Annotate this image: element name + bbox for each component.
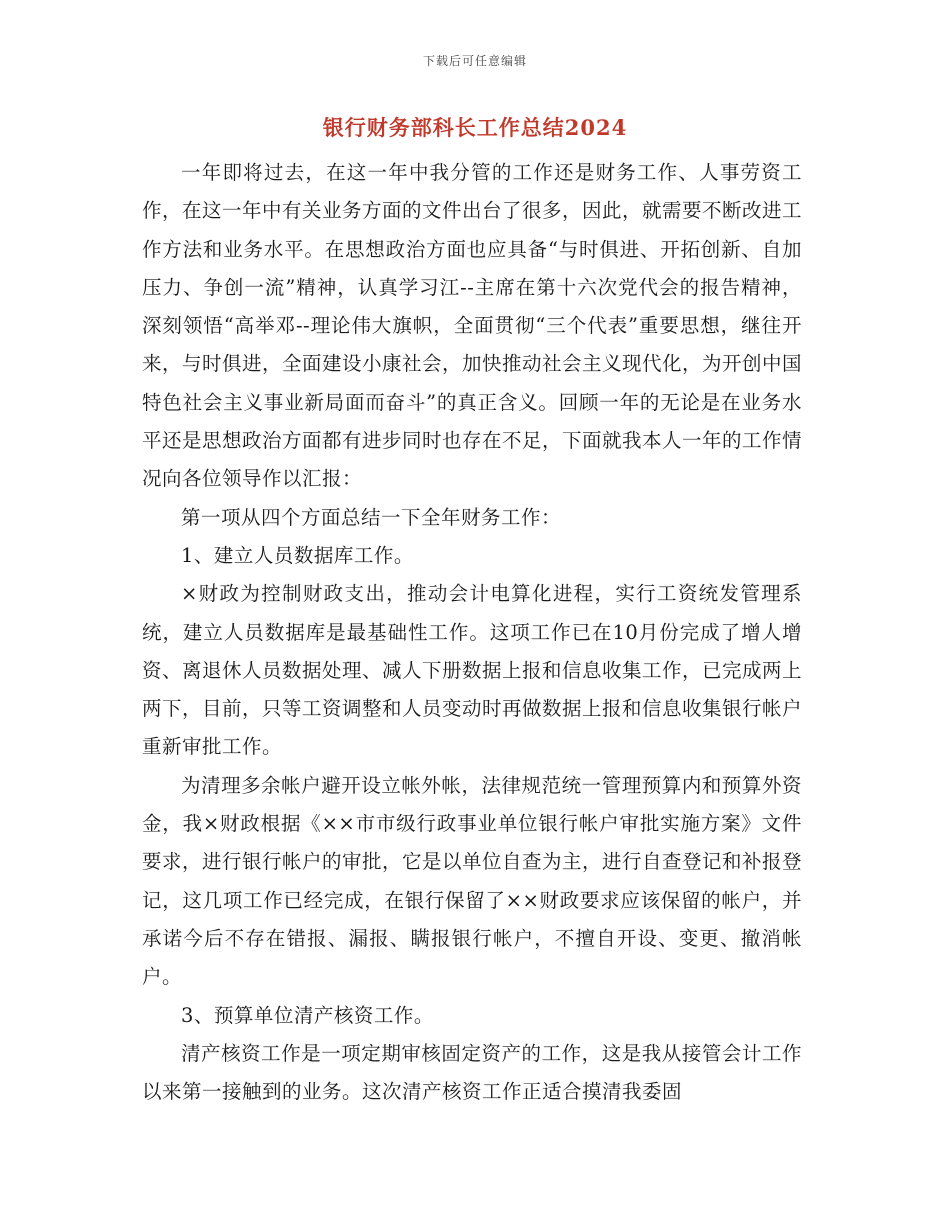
paragraph-intro: 一年即将过去，在这一年中我分管的工作还是财务工作、人事劳资工作，在这一年中有关业务方面的文件出台了很多，因此，就需要不断改进工作方法和业务水平。在思想政治方面也应具备“与时俱进、开拓创新、自加压力、争创一流”精神，认真学习江--主席在第十六次党代会的报告精神，深刻领悟“高举邓--理论伟大旗帜，全面贯彻“三个代表”重要思想，继往开来，与时俱进，全面建设小康社会，加快推动社会主义现代化，为开创中国特色社会主义事业新局面而奋斗”的真正含义。回顾一年的无论是在业务水平还是思想政治方面都有进步同时也存在不足，下面就我本人一年的工作情况向各位领导作以汇报：: [142, 161, 803, 491]
paragraph-accounts-body: 为清理多余帐户避开设立帐外帐，法律规范统一管理预算内和预算外资金，我×财政根据《××市市级行政事业单位银行帐户审批实施方案》文件要求，进行银行帐户的审批，它是以单位自查为主，进行自查登记和补报登记，这几项工作已经完成，在银行保留了××财政要求应该保留的帐户，并承诺今后不存在错报、漏报、瞒报银行帐户，不擅自开设、变更、撤消帐户。: [142, 773, 803, 989]
paragraph-item-1-heading: 1、建立人员数据库工作。: [181, 543, 414, 567]
header-note: 下载后可任意编辑: [422, 54, 527, 68]
paragraph-item-1-body: ×财政为控制财政支出，推动会计电算化进程，实行工资统发管理系统，建立人员数据库是最基础性工作。这项工作已在10月份完成了增人增资、离退休人员数据处理、减人下册数据上报和信息收集工作，已完成两上两下，目前，只等工资调整和人员变动时再做数据上报和信息收集银行帐户重新审批工作。: [142, 582, 803, 759]
paragraph-item-3-body: 清产核资工作是一项定期审核固定资产的工作，这是我从接管会计工作以来第一接触到的业务。这次清产核资工作正适合摸清我委固: [142, 1041, 802, 1104]
document-title: 银行财务部科长工作总结2024: [322, 115, 628, 140]
document-body: [142, 154, 802, 1111]
paragraph-section-heading: 第一项从四个方面总结一下全年财务工作：: [181, 505, 562, 529]
paragraph-item-3-heading: 3、预算单位清产核资工作。: [181, 1003, 434, 1027]
